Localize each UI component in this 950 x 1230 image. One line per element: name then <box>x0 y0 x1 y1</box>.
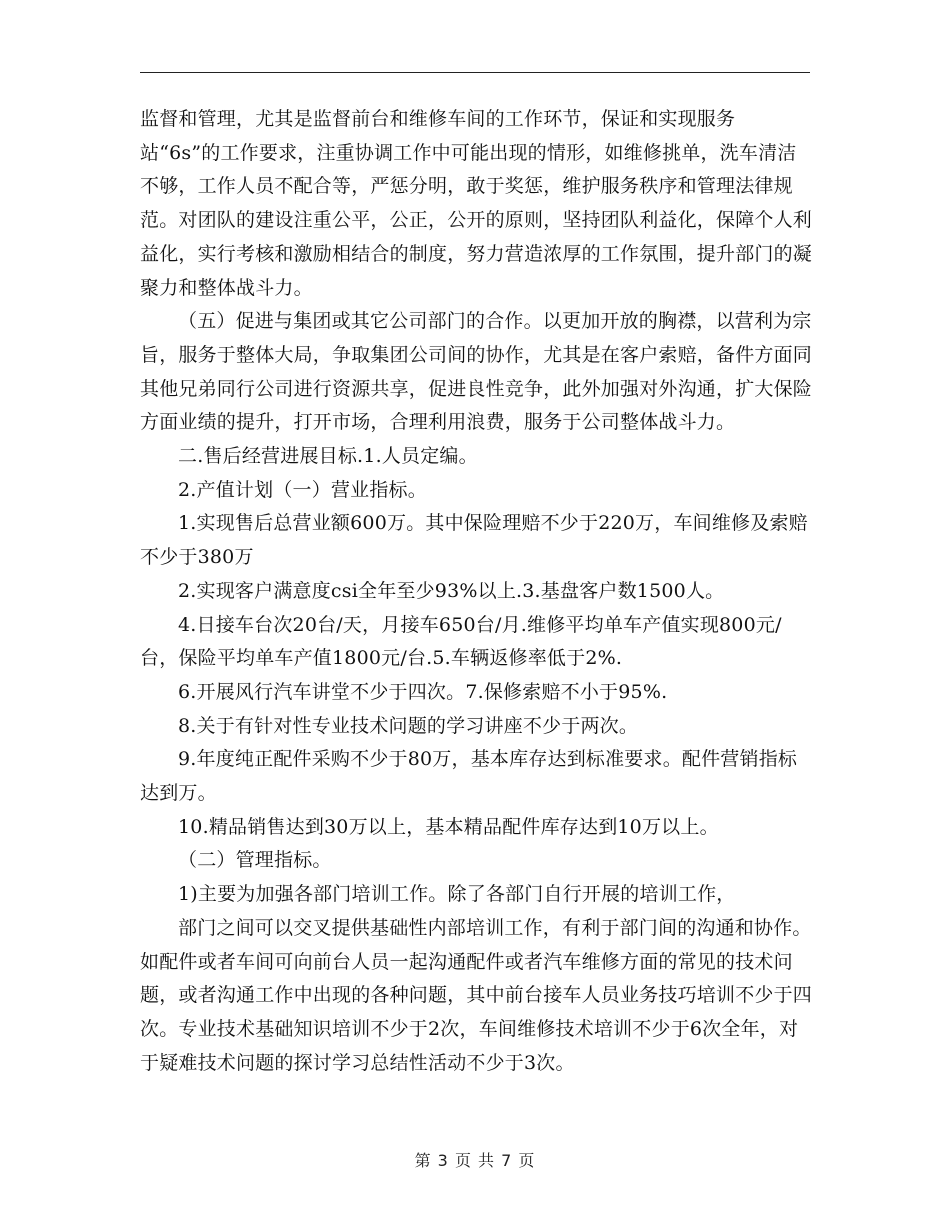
paragraph-parts-purchase: 9.年度纯正配件采购不少于80万，基本库存达到标准要求。配件营销指标达到万。 <box>140 748 798 805</box>
paragraph-section-two-heading: 二.售后经营进展目标.1.人员定编。 <box>178 445 478 468</box>
paragraph-technical-lecture: 8.关于有针对性专业技术问题的学习讲座不少于两次。 <box>178 714 639 737</box>
paragraph-training-intro: 1)主要为加强各部门培训工作。除了各部门自行开展的培训工作， <box>178 883 736 906</box>
paragraph-boutique-sales: 10.精品销售达到30万以上，基本精品配件库存达到10万以上。 <box>178 815 719 838</box>
paragraph-training-details: 部门之间可以交叉提供基础性内部培训工作，有利于部门间的沟通和协作。如配件或者车间可向前台人员一起沟通配件或者汽车维修方面的常见的技术问题，或者沟通工作中出现的各种问题，其中前台接车人员业务技巧培训不少于四次。专业技术基础知识培训不少于2次，车间维修技术培训不少于6次全年，对于疑难技术问题的探讨学习总结性活动不少于3次。 <box>140 916 813 1074</box>
paragraph-supervision: 监督和管理，尤其是监督前台和维修车间的工作环节，保证和实现服务站“6s”的工作要求，注重协调工作中可能出现的情形，如维修挑单，洗车清洁不够，工作人员不配合等，严惩分明，敢于奖惩，维护服务秩序和管理法律规范。对团队的建设注重公平，公正，公开的原则，坚持团队利益化，保障个人利益化，实行考核和激励相结合的制度，努力营造浓厚的工作氛围，提升部门的凝聚力和整体战斗力。 <box>140 108 813 299</box>
paragraph-output-plan: 2.产值计划（一）营业指标。 <box>178 478 427 501</box>
paragraph-cooperation: （五）促进与集团或其它公司部门的合作。以更加开放的胸襟，以营利为宗旨，服务于整体大局，争取集团公司间的协作，尤其是在客户索赔，备件方面同其他兄弟同行公司进行资源共享，促进良性竞争，此外加强对外沟通，扩大保险方面业绩的提升，打开市场，合理利用浪费，服务于公司整体战斗力。 <box>140 310 813 434</box>
header-rule <box>140 72 810 73</box>
document-body <box>140 103 815 1080</box>
paragraph-vehicle-target: 4.日接车台次20台/天，月接车650台/月.维修平均单车产值实现800元/台，保险平均单车产值1800元/台.5.车辆返修率低于2%. <box>140 613 782 670</box>
paragraph-management-heading: （二）管理指标。 <box>178 849 332 872</box>
paragraph-lecture-target: 6.开展风行汽车讲堂不少于四次。7.保修索赔不小于95%. <box>178 680 668 703</box>
page-footer: 第 3 页 共 7 页 <box>414 1151 536 1170</box>
paragraph-satisfaction-target: 2.实现客户满意度csi全年至少93%以上.3.基盘客户数1500人。 <box>178 579 725 602</box>
paragraph-revenue-target: 1.实现售后总营业额600万。其中保险理赔不少于220万，车间维修及索赔不少于380万 <box>140 512 808 569</box>
